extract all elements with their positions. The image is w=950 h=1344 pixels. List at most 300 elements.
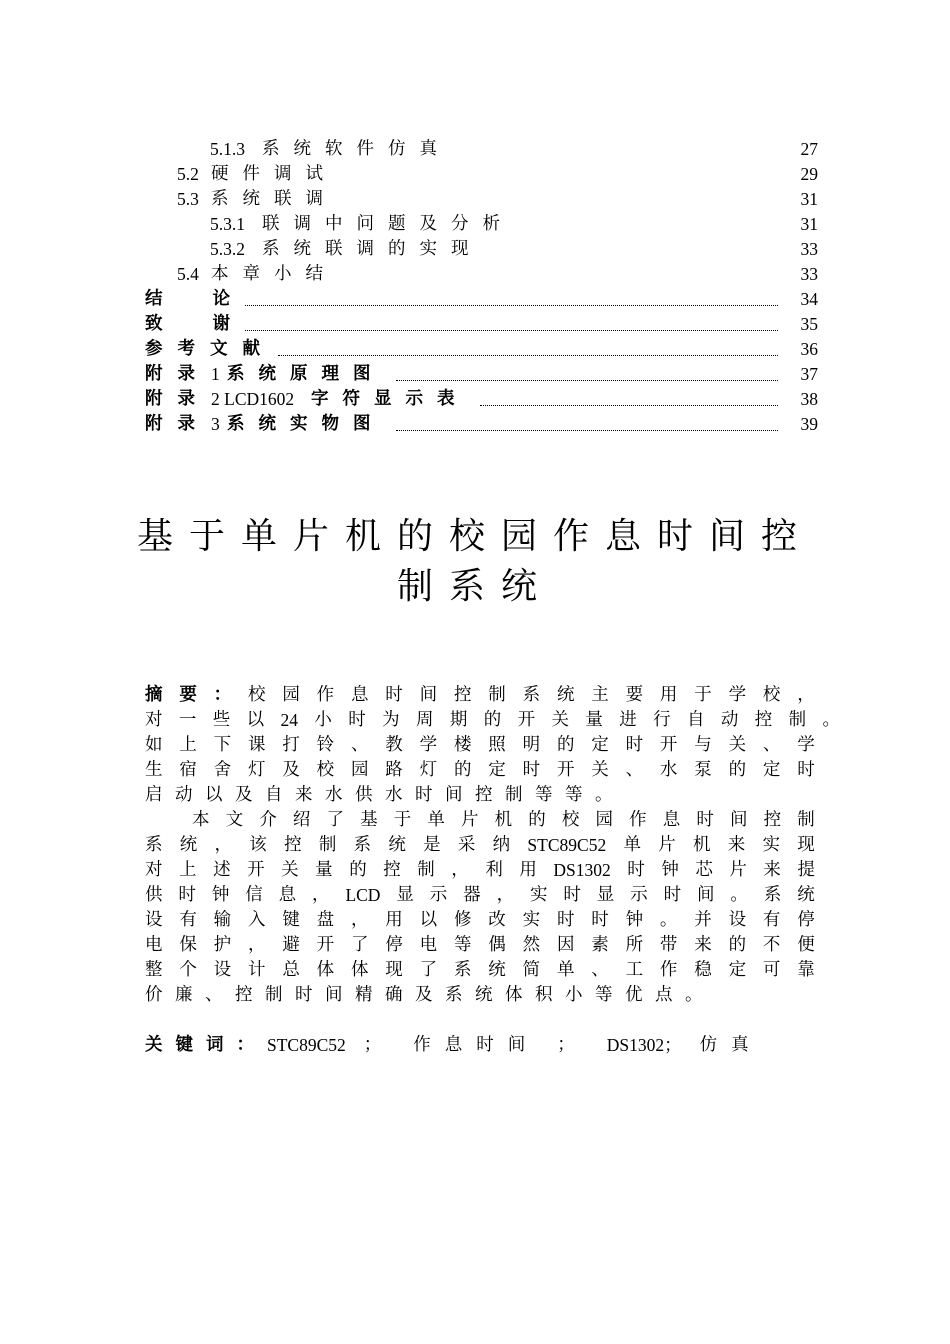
abstract-token: 的 (528, 810, 546, 830)
toc-label: 本章小结 (211, 264, 337, 284)
abstract-token: 校 (561, 810, 580, 830)
abstract-token: 来 (694, 935, 712, 955)
abstract-token: 控 (475, 785, 493, 805)
abstract-token: 制 (265, 985, 283, 1005)
abstract-token: 控 (284, 835, 302, 855)
toc-entry[interactable] (0, 262, 950, 287)
toc-entry[interactable] (0, 362, 950, 387)
abstract-token: 动 (720, 710, 739, 730)
toc-number: 2 LCD1602 (211, 389, 295, 409)
abstract-token: 照 (488, 735, 506, 755)
toc-entry[interactable] (0, 137, 950, 162)
toc-number: 1 (211, 364, 220, 384)
abstract-token: 时 (348, 710, 366, 730)
abstract-token: 等 (535, 785, 553, 805)
abstract-token: 时 (178, 885, 196, 905)
abstract-token: 文 (225, 810, 244, 830)
abstract-token: 绍 (292, 810, 311, 830)
abstract-token: 统 (797, 885, 815, 905)
abstract-token: 自 (687, 710, 705, 730)
abstract-token: 时 (625, 735, 644, 755)
abstract-token: 校 (316, 760, 335, 780)
abstract-token: 启 (145, 785, 163, 805)
abstract-token: 价 (145, 985, 163, 1005)
abstract-token: 对 (145, 860, 163, 880)
abstract-token: 控 (383, 860, 401, 880)
abstract-paragraph-2-line (145, 883, 815, 908)
abstract-token: 。 (730, 885, 748, 905)
toc-number: 5.3 (177, 189, 199, 209)
abstract-token: 关 (551, 710, 569, 730)
abstract-token: 周 (416, 710, 434, 730)
abstract-token: 简 (522, 960, 541, 980)
abstract-token: 主 (591, 685, 609, 705)
abstract-token: 供 (145, 885, 163, 905)
abstract-token: 时 (797, 760, 815, 780)
abstract-token: 停 (385, 935, 403, 955)
toc-label: 字符显示表 (311, 389, 469, 409)
toc-leader-dots (245, 312, 778, 331)
abstract-token: 自 (265, 785, 283, 805)
toc-label: 系统实物图 (227, 414, 385, 434)
abstract-token: ， (312, 885, 330, 905)
abstract-token: 实 (762, 835, 781, 855)
abstract-token: 控 (754, 710, 773, 730)
abstract-token: 定 (488, 760, 506, 780)
abstract-token: 。 (595, 785, 613, 805)
abstract-token: 。 (822, 710, 840, 730)
abstract-token: 期 (449, 710, 468, 730)
toc-label (145, 287, 230, 312)
toc-prefix: 附录 (145, 414, 210, 434)
abstract-token: 单 (623, 835, 641, 855)
abstract-token: 以 (246, 710, 265, 730)
abstract-token: 楼 (453, 735, 472, 755)
keywords-label-char: 关 (145, 1035, 163, 1055)
abstract-token: 作 (629, 810, 647, 830)
abstract-token: 机 (494, 810, 513, 830)
toc-number: 5.4 (177, 264, 199, 284)
abstract-token: 及 (282, 760, 300, 780)
toc-number: 3 (211, 414, 220, 434)
abstract-token: 实 (522, 910, 541, 930)
abstract-label-char: ： (213, 685, 232, 705)
abstract-token: 开 (659, 735, 678, 755)
abstract-token: 避 (282, 935, 300, 955)
toc-page-number: 31 (800, 214, 818, 234)
toc-page-number: 37 (800, 364, 818, 384)
abstract-token: 护 (213, 935, 232, 955)
keywords-line (145, 1033, 815, 1058)
toc-label: 系统联调 (211, 189, 337, 209)
abstract-paragraph-1-line (145, 708, 840, 733)
abstract-token: 稳 (694, 960, 712, 980)
abstract-token: 要 (625, 685, 644, 705)
abstract-paragraph-1-line (145, 683, 815, 708)
toc-entry[interactable] (0, 412, 950, 437)
abstract-token: ， (496, 885, 515, 905)
abstract-token: 钟 (661, 860, 679, 880)
abstract-token: 设 (213, 960, 232, 980)
abstract-token: ， (451, 860, 469, 880)
toc-prefix: 附录 (145, 389, 210, 409)
abstract-token: 用 (519, 860, 537, 880)
abstract-token: 键 (282, 910, 300, 930)
abstract-token: 了 (326, 810, 344, 830)
abstract-token: 宿 (179, 760, 197, 780)
abstract-token: 不 (762, 935, 781, 955)
abstract-token: 系 (453, 960, 472, 980)
toc-label: 参考文献 (145, 339, 275, 359)
abstract-token: 园 (595, 810, 613, 830)
abstract-token: 所 (625, 935, 644, 955)
abstract-token: 本 (192, 810, 210, 830)
abstract-token: 点 (655, 985, 673, 1005)
abstract-token: 入 (247, 910, 266, 930)
abstract-paragraph-2-line (145, 958, 815, 983)
toc-leader-dots (396, 362, 778, 381)
abstract-token: 定 (591, 735, 609, 755)
abstract-token: 信 (245, 885, 263, 905)
keywords-label-char: 键 (175, 1035, 193, 1055)
abstract-token: 学 (797, 735, 815, 755)
abstract-token: 现 (797, 835, 815, 855)
abstract-token: 时 (627, 860, 645, 880)
abstract-token: 实 (529, 885, 548, 905)
abstract-token: 制 (788, 710, 807, 730)
abstract-token: 器 (463, 885, 481, 905)
toc-page-number: 29 (800, 164, 818, 184)
abstract-token: 来 (763, 860, 781, 880)
toc-leader-dots (245, 287, 778, 306)
abstract-token: 等 (565, 785, 583, 805)
abstract-token: 、 (625, 760, 644, 780)
abstract-token: 关 (281, 860, 299, 880)
abstract-token: 、 (350, 735, 369, 755)
abstract-token: 时 (591, 910, 609, 930)
toc-page-number: 35 (800, 314, 818, 334)
keywords-label-char: ： (236, 1035, 254, 1055)
abstract-token: 个 (179, 960, 197, 980)
abstract-token: 水 (385, 785, 403, 805)
keyword-item: STC89C52 (267, 1035, 346, 1055)
abstract-token: 间 (730, 810, 748, 830)
abstract-token: 工 (625, 960, 644, 980)
abstract-token: 定 (762, 760, 781, 780)
abstract-token: ， (214, 835, 233, 855)
abstract-token: 时 (663, 885, 682, 905)
toc-label: 硬件调试 (211, 164, 337, 184)
abstract-token: 间 (445, 785, 463, 805)
toc-label: 联调中问题及分析 (262, 214, 514, 234)
abstract-token: 、 (762, 735, 781, 755)
abstract-token: 间 (697, 885, 715, 905)
abstract-token: 介 (259, 810, 277, 830)
abstract-token: 水 (325, 785, 343, 805)
abstract-token: 片 (461, 810, 479, 830)
abstract-token: DS1302 (553, 860, 611, 880)
abstract-token: 输 (213, 910, 232, 930)
toc-number: 5.3.2 (210, 239, 245, 259)
abstract-paragraph-2-line (192, 808, 815, 833)
abstract-token: 小 (314, 710, 332, 730)
abstract-token: 现 (385, 960, 403, 980)
abstract-token: 明 (522, 735, 541, 755)
abstract-token: 等 (595, 985, 613, 1005)
toc-entry[interactable] (0, 237, 950, 262)
abstract-token: 电 (145, 935, 163, 955)
abstract-token: 片 (729, 860, 747, 880)
abstract-token: 体 (505, 985, 523, 1005)
abstract-token: 素 (591, 935, 609, 955)
abstract-token: 以 (419, 910, 438, 930)
abstract-token: 控 (763, 810, 782, 830)
document-title-line-2: 制系统 (396, 566, 553, 607)
abstract-token: 及 (235, 785, 253, 805)
abstract-token: 保 (179, 935, 197, 955)
abstract-token: 量 (585, 710, 603, 730)
abstract-token: 统 (556, 685, 575, 705)
abstract-token: 统 (475, 985, 493, 1005)
abstract-token: 学 (728, 685, 747, 705)
toc-entry[interactable] (0, 187, 950, 212)
abstract-token: 路 (385, 760, 403, 780)
abstract-token: 、 (205, 985, 223, 1005)
keyword-item: ； (363, 1035, 396, 1055)
abstract-token: 有 (762, 910, 781, 930)
abstract-token: 校 (247, 685, 266, 705)
abstract-token: 示 (630, 885, 648, 905)
abstract-token: 钟 (625, 910, 644, 930)
abstract-token: 的 (556, 735, 575, 755)
abstract-token: ， (350, 910, 369, 930)
abstract-token: 泵 (694, 760, 712, 780)
toc-prefix: 附录 (145, 364, 210, 384)
abstract-token: 于 (694, 685, 712, 705)
abstract-token: 开 (316, 935, 335, 955)
abstract-token: LCD (345, 885, 381, 905)
abstract-token: 制 (505, 785, 523, 805)
abstract-token: 来 (295, 785, 313, 805)
abstract-paragraph-2-line (145, 833, 815, 858)
abstract-token: 单 (556, 960, 575, 980)
abstract-token: 整 (145, 960, 163, 980)
abstract-token: 的 (453, 760, 472, 780)
abstract-paragraph-2-line (145, 933, 815, 958)
abstract-token: 园 (282, 685, 300, 705)
abstract-token: 些 (212, 710, 231, 730)
abstract-token: 控 (235, 985, 253, 1005)
abstract-token: 学 (419, 735, 438, 755)
abstract-token: 优 (625, 985, 643, 1005)
abstract-token: 上 (179, 735, 197, 755)
abstract-token: 。 (659, 910, 678, 930)
abstract-token: STC89C52 (527, 835, 607, 855)
abstract-token: 灯 (419, 760, 438, 780)
abstract-token: 水 (659, 760, 678, 780)
abstract-token: 制 (318, 835, 337, 855)
abstract-token: 修 (453, 910, 472, 930)
toc-leader-dots (480, 387, 778, 406)
toc-label-char: 结 (145, 289, 163, 309)
abstract-token: 制 (488, 685, 506, 705)
abstract-token: 行 (653, 710, 671, 730)
abstract-token: 带 (659, 935, 678, 955)
abstract-token: 积 (535, 985, 553, 1005)
abstract-token: 作 (316, 685, 335, 705)
toc-label-char: 谢 (212, 314, 230, 334)
abstract-token: 芯 (695, 860, 713, 880)
abstract-token: 改 (488, 910, 506, 930)
document-title-line-1: 基于单片机的校园作息时间控 (136, 516, 813, 557)
abstract-token: 等 (453, 935, 472, 955)
abstract-token: 统 (488, 960, 506, 980)
toc-entry[interactable] (0, 337, 950, 362)
abstract-token: 统 (179, 835, 198, 855)
abstract-token: 用 (385, 910, 403, 930)
abstract-token: 用 (659, 685, 678, 705)
abstract-paragraph-1-line (145, 758, 815, 783)
abstract-token: 体 (316, 960, 335, 980)
abstract-token: 时 (522, 760, 541, 780)
abstract-token: 并 (694, 910, 712, 930)
toc-entry[interactable] (0, 287, 950, 312)
abstract-token: 然 (522, 935, 541, 955)
abstract-token: 可 (762, 960, 781, 980)
abstract-token: 系 (353, 835, 372, 855)
abstract-token: 了 (350, 935, 369, 955)
abstract-paragraph-1-line (145, 783, 815, 808)
abstract-token: 进 (619, 710, 637, 730)
abstract-token: 关 (728, 735, 747, 755)
abstract-token: 因 (556, 935, 575, 955)
abstract-token: 时 (385, 685, 403, 705)
abstract-token: 统 (388, 835, 406, 855)
abstract-token: 上 (179, 860, 197, 880)
abstract-token: 制 (417, 860, 435, 880)
toc-entry[interactable] (0, 212, 950, 237)
abstract-token: 以 (205, 785, 223, 805)
abstract-token: 下 (213, 735, 232, 755)
abstract-token: 时 (563, 885, 581, 905)
abstract-token: 24 (280, 710, 298, 730)
abstract-token: 定 (728, 960, 747, 980)
abstract-token: 基 (360, 810, 378, 830)
abstract-token: 园 (350, 760, 369, 780)
abstract-token: 开 (247, 860, 265, 880)
abstract-paragraph-1-line (145, 733, 815, 758)
abstract-token: 。 (685, 985, 703, 1005)
abstract-token: 时 (295, 985, 313, 1005)
abstract-token: 总 (282, 960, 300, 980)
abstract-token: 停 (797, 910, 815, 930)
abstract-token: 教 (385, 735, 403, 755)
abstract-token: 单 (427, 810, 445, 830)
abstract-token: 如 (145, 735, 163, 755)
abstract-token: 息 (278, 885, 297, 905)
abstract-token: 生 (145, 760, 163, 780)
toc-page-number: 34 (800, 289, 818, 309)
abstract-paragraph-2-line (145, 908, 815, 933)
abstract-token: 息 (350, 685, 369, 705)
abstract-token: 系 (522, 685, 541, 705)
abstract-token: 间 (325, 985, 343, 1005)
abstract-token: 钟 (211, 885, 230, 905)
abstract-token: 了 (419, 960, 438, 980)
abstract-token: 便 (797, 935, 815, 955)
keyword-item: 仿真 (699, 1035, 763, 1055)
toc-label-char: 论 (212, 289, 230, 309)
abstract-token: 采 (457, 835, 476, 855)
abstract-label-char: 摘 (145, 685, 163, 705)
toc-page-number: 31 (800, 189, 818, 209)
abstract-token: 盘 (316, 910, 335, 930)
abstract-token: 舍 (213, 760, 232, 780)
abstract-token: 片 (658, 835, 676, 855)
abstract-token: 提 (797, 860, 815, 880)
abstract-token: 述 (213, 860, 231, 880)
abstract-token: 为 (382, 710, 400, 730)
abstract-token: 及 (415, 985, 433, 1005)
abstract-token: 铃 (316, 735, 335, 755)
abstract-token: 利 (485, 860, 503, 880)
abstract-token: ， (797, 685, 815, 705)
abstract-token: 控 (453, 685, 472, 705)
abstract-token: 动 (175, 785, 193, 805)
abstract-token: 精 (355, 985, 373, 1005)
abstract-token: 纳 (492, 835, 511, 855)
abstract-token: 体 (350, 960, 369, 980)
abstract-token: 的 (483, 710, 502, 730)
toc-entry[interactable] (0, 312, 950, 337)
toc-label: 系统软件仿真 (262, 139, 451, 159)
abstract-token: 靠 (797, 960, 815, 980)
abstract-token: 一 (178, 710, 197, 730)
abstract-token: 开 (517, 710, 536, 730)
toc-entry[interactable] (0, 387, 950, 412)
keyword-item: DS1302； (606, 1035, 682, 1055)
abstract-token: 息 (662, 810, 681, 830)
toc-page-number: 33 (800, 264, 818, 284)
abstract-token: 系 (145, 835, 163, 855)
keywords-label-char: 词 (206, 1035, 224, 1055)
abstract-token: 时 (415, 785, 433, 805)
abstract-token: 显 (396, 885, 414, 905)
toc-number: 5.3.1 (210, 214, 245, 234)
abstract-token: 关 (591, 760, 609, 780)
abstract-token: 时 (696, 810, 714, 830)
toc-page-number: 39 (800, 414, 818, 434)
abstract-token: 供 (355, 785, 373, 805)
toc-label: 系统原理图 (227, 364, 385, 384)
abstract-token: 的 (728, 935, 747, 955)
keyword-item: ； (557, 1035, 589, 1055)
abstract-token: 的 (349, 860, 367, 880)
abstract-token: 确 (385, 985, 403, 1005)
abstract-token: 示 (429, 885, 448, 905)
toc-leader-dots (396, 412, 778, 431)
abstract-token: 计 (247, 960, 266, 980)
abstract-token: 该 (249, 835, 267, 855)
abstract-token: 偶 (488, 935, 506, 955)
abstract-token: 设 (145, 910, 163, 930)
abstract-token: 量 (315, 860, 333, 880)
abstract-token: 系 (763, 885, 782, 905)
abstract-token: 打 (282, 735, 300, 755)
abstract-token: 有 (179, 910, 197, 930)
toc-entry[interactable] (0, 162, 950, 187)
abstract-token: 课 (247, 735, 266, 755)
